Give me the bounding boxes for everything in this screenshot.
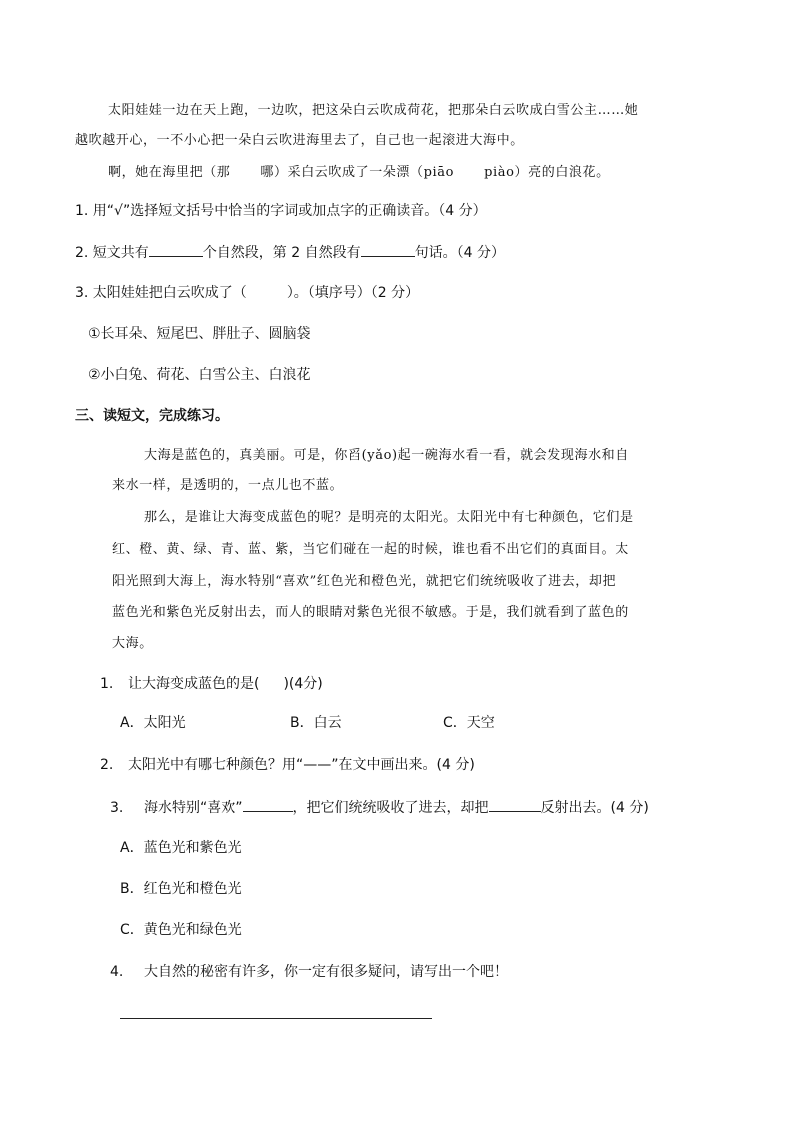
question-3-part-a: 3. 太阳娃娃把白云吹成了（ xyxy=(75,285,247,301)
question-number: 1. xyxy=(100,676,114,692)
question-number: 2. xyxy=(100,757,114,773)
section3-question-4-text: 大自然的秘密有许多，你一定有很多疑问，请写出一个吧！ xyxy=(144,964,508,980)
answer-blank-sentence-count[interactable] xyxy=(361,242,415,257)
question-1: 1. 用“√”选择短文括号中恰当的字词或加点字的正确读音。（4 分） xyxy=(75,203,487,219)
question-3 xyxy=(75,283,419,303)
section3-q3-option-c: C．黄色光和绿色光 xyxy=(120,922,242,938)
section3-p2-line1: 那么，是谁让大海变成蓝色的呢？是明亮的太阳光。太阳光中有七种颜色，它们是 xyxy=(144,510,634,525)
section3-q3-option-b: B．红色光和橙色光 xyxy=(120,881,242,897)
section-3-heading: 三、读短文，完成练习。 xyxy=(75,408,229,424)
section3-p1-line2: 来水一样，是透明的，一点儿也不蓝。 xyxy=(112,478,344,493)
question-2-part-b: 个自然段，第 2 自然段有 xyxy=(202,245,361,261)
section3-question-1-text: 让大海变成蓝色的是( xyxy=(128,676,260,692)
passage1-line3 xyxy=(108,163,610,183)
answer-blank-reflected-colors[interactable] xyxy=(489,797,541,812)
section3-question-1-points: )(4分) xyxy=(283,676,323,692)
answer-blank-paragraph-count[interactable] xyxy=(149,242,203,257)
section3-p2-line4: 蓝色光和紫色光反射出去，而人的眼睛对紫色光很不敏感。于是，我们就看到了蓝色的 xyxy=(112,605,629,620)
section3-question-3-part-c: 反射出去。(4 分) xyxy=(540,800,649,816)
section3-question-2-text: 太阳光中有哪七种颜色？用“——”在文中画出来。(4 分) xyxy=(128,757,475,773)
section3-p2-line2: 红、橙、黄、绿、青、蓝、紫，当它们碰在一起的时候，谁也看不出它们的真面目。太 xyxy=(112,542,629,557)
passage1-line3-part-b: 哪）采白云吹成了一朵漂（piāo xyxy=(260,165,455,180)
passage1-line2: 越吹越开心，一不小心把一朵白云吹进海里去了，自己也一起滚进大海中。 xyxy=(75,133,524,148)
section3-p2-line3: 阳光照到大海上，海水特别“喜欢”红色光和橙色光，就把它们统统吸收了进去，却把 xyxy=(112,574,617,589)
question-2-part-a: 2. 短文共有 xyxy=(75,245,149,261)
question-3-option-1: ①长耳朵、短尾巴、胖肚子、圆脑袋 xyxy=(88,326,311,342)
section3-question-1 xyxy=(100,674,323,694)
section3-question-2 xyxy=(100,755,475,775)
passage1-line1: 太阳娃娃一边在天上跑，一边吹，把这朵白云吹成荷花，把那朵白云吹成白雪公主……她 xyxy=(108,103,639,118)
question-2-part-c: 句话。（4 分） xyxy=(414,245,505,261)
question-3-part-b: ）。（填序号）（2 分） xyxy=(286,285,420,301)
section3-q1-option-b: B．白云 xyxy=(290,715,342,731)
passage1-line3-part-c: piào）亮的白浪花。 xyxy=(484,165,610,180)
section3-question-4 xyxy=(110,962,508,982)
section3-q3-option-a: A．蓝色光和紫色光 xyxy=(120,840,242,856)
section3-question-3-part-a: 海水特别“喜欢” xyxy=(144,800,243,816)
section3-question-3 xyxy=(110,797,649,818)
answer-write-line[interactable] xyxy=(120,1018,432,1019)
section3-p1-line1: 大海是蓝色的，真美丽。可是，你舀(yǎo)起一碗海水看一看，就会发现海水和自 xyxy=(144,448,629,463)
section3-q1-option-a: A．太阳光 xyxy=(120,715,186,731)
section3-q1-option-c: C．天空 xyxy=(443,715,495,731)
question-2 xyxy=(75,242,505,263)
section3-question-3-part-b: ，把它们统统吸收了进去，却把 xyxy=(292,800,489,816)
question-number: 4. xyxy=(110,964,124,980)
question-number: 3. xyxy=(110,800,124,816)
passage1-line3-part-a: 啊，她在海里把（那 xyxy=(108,165,231,180)
answer-blank-absorbed-colors[interactable] xyxy=(243,797,293,812)
question-3-option-2: ②小白兔、荷花、白雪公主、白浪花 xyxy=(88,367,311,383)
section3-p2-line5: 大海。 xyxy=(112,636,153,651)
